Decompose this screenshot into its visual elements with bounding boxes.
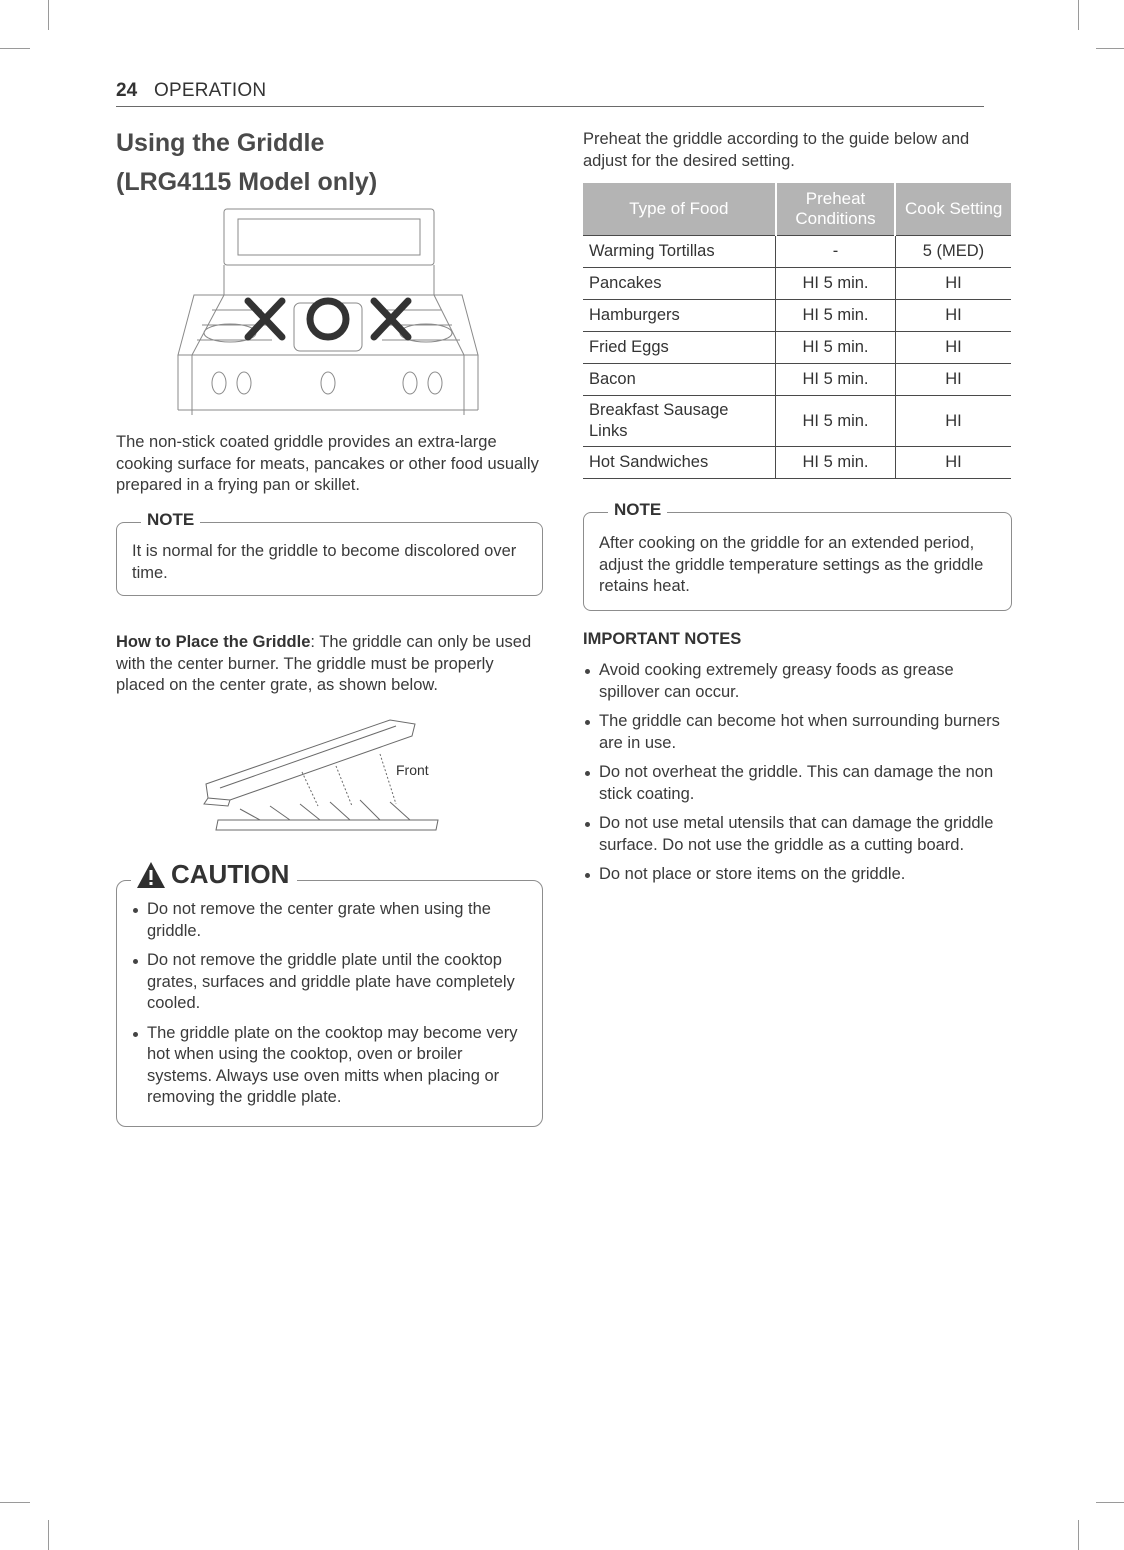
table-cell: HI xyxy=(895,300,1011,332)
important-item: Do not use metal utensils that can damage the griddle surface. Do not use the griddle as a cutting board. xyxy=(583,813,1011,856)
table-row xyxy=(583,332,1011,364)
table-cell: HI xyxy=(895,447,1011,479)
warning-icon xyxy=(135,860,167,890)
crop-mark xyxy=(48,0,49,30)
page-number: 24 xyxy=(116,80,138,101)
table-row xyxy=(583,447,1011,479)
table-cell: HI 5 min. xyxy=(776,447,896,479)
column-header: Preheat Conditions xyxy=(776,183,896,236)
table-row xyxy=(583,396,1011,447)
table-cell: HI xyxy=(895,364,1011,396)
table-row xyxy=(583,236,1011,268)
note-label: NOTE xyxy=(608,500,667,520)
table-row xyxy=(583,300,1011,332)
section-title: OPERATION xyxy=(154,80,267,101)
table-cell: HI 5 min. xyxy=(776,396,896,447)
table-cell: HI xyxy=(895,268,1011,300)
note-text: After cooking on the griddle for an extended period, adjust the griddle temperature settings as the griddle retains heat. xyxy=(599,534,984,595)
table-row xyxy=(583,268,1011,300)
crop-mark xyxy=(0,48,30,49)
preheat-text: Preheat the griddle according to the guide below and adjust for the desired setting. xyxy=(583,130,970,170)
table-cell: Pancakes xyxy=(583,268,776,300)
important-item: Do not overheat the griddle. This can damage the non stick coating. xyxy=(583,762,1011,805)
griddle-placement-illustration xyxy=(200,714,450,834)
note-box-left xyxy=(116,510,543,596)
crop-mark xyxy=(1096,48,1124,49)
crop-mark xyxy=(1078,0,1079,30)
important-item: The griddle can become hot when surrounding burners are in use. xyxy=(583,711,1011,754)
how-to-paragraph xyxy=(116,632,542,697)
figure-front-label: Front xyxy=(396,762,429,778)
column-header: Cook Setting xyxy=(895,183,1011,236)
important-notes-heading: IMPORTANT NOTES xyxy=(583,630,742,648)
crop-mark xyxy=(0,1502,30,1503)
table-cell: Warming Tortillas xyxy=(583,236,776,268)
caution-box xyxy=(116,859,543,1127)
caution-header xyxy=(131,859,297,890)
table-cell: Bacon xyxy=(583,364,776,396)
title-line-1: Using the Griddle xyxy=(116,129,325,157)
how-to-text: : The griddle can only be used with the center burner. The griddle must be properly placed on the center grate, as shown below. xyxy=(116,633,532,694)
crop-mark xyxy=(1078,1520,1079,1550)
important-item: Do not place or store items on the griddle. xyxy=(583,864,1011,886)
important-item: Avoid cooking extremely greasy foods as grease spillover can occur. xyxy=(583,660,1011,703)
note-text: It is normal for the griddle to become discolored over time. xyxy=(132,542,517,582)
note-box-right xyxy=(583,500,1012,611)
page-title xyxy=(116,124,377,202)
how-to-heading: How to Place the Griddle xyxy=(116,633,311,651)
table-cell: HI 5 min. xyxy=(776,300,896,332)
table-cell: HI xyxy=(895,332,1011,364)
caution-item: The griddle plate on the cooktop may become very hot when using the cooktop, oven or broiler systems. Always use oven mitts when placing or removing the griddle plate. xyxy=(131,1023,531,1109)
title-line-2: (LRG4115 Model only) xyxy=(116,168,378,196)
table-row xyxy=(583,364,1011,396)
range-illustration xyxy=(172,205,484,417)
table-cell: HI xyxy=(895,396,1011,447)
column-header: Type of Food xyxy=(583,183,776,236)
table-cell: Hamburgers xyxy=(583,300,776,332)
caution-item: Do not remove the center grate when using the griddle. xyxy=(131,899,531,942)
important-notes-list xyxy=(583,660,1011,894)
caution-list xyxy=(131,899,531,1117)
caution-item: Do not remove the griddle plate until the cooktop grates, surfaces and griddle plate have completely cooled. xyxy=(131,950,531,1015)
caution-label: CAUTION xyxy=(171,859,290,889)
crop-mark xyxy=(48,1520,49,1550)
table-cell: HI 5 min. xyxy=(776,364,896,396)
crop-mark xyxy=(1096,1502,1124,1503)
table-cell: Breakfast Sausage Links xyxy=(583,396,776,447)
note-label: NOTE xyxy=(141,510,200,530)
table-cell: HI 5 min. xyxy=(776,332,896,364)
intro-text: The non-stick coated griddle provides an extra-large cooking surface for meats, pancakes or other food usually prepared in a frying pan or skillet. xyxy=(116,433,539,494)
table-cell: 5 (MED) xyxy=(895,236,1011,268)
griddle-guide-table xyxy=(583,183,1011,479)
table-cell: Hot Sandwiches xyxy=(583,447,776,479)
table-cell: HI 5 min. xyxy=(776,268,896,300)
table-cell: - xyxy=(776,236,896,268)
table-header-row xyxy=(583,183,1011,236)
table-cell: Fried Eggs xyxy=(583,332,776,364)
page-header xyxy=(116,80,984,107)
